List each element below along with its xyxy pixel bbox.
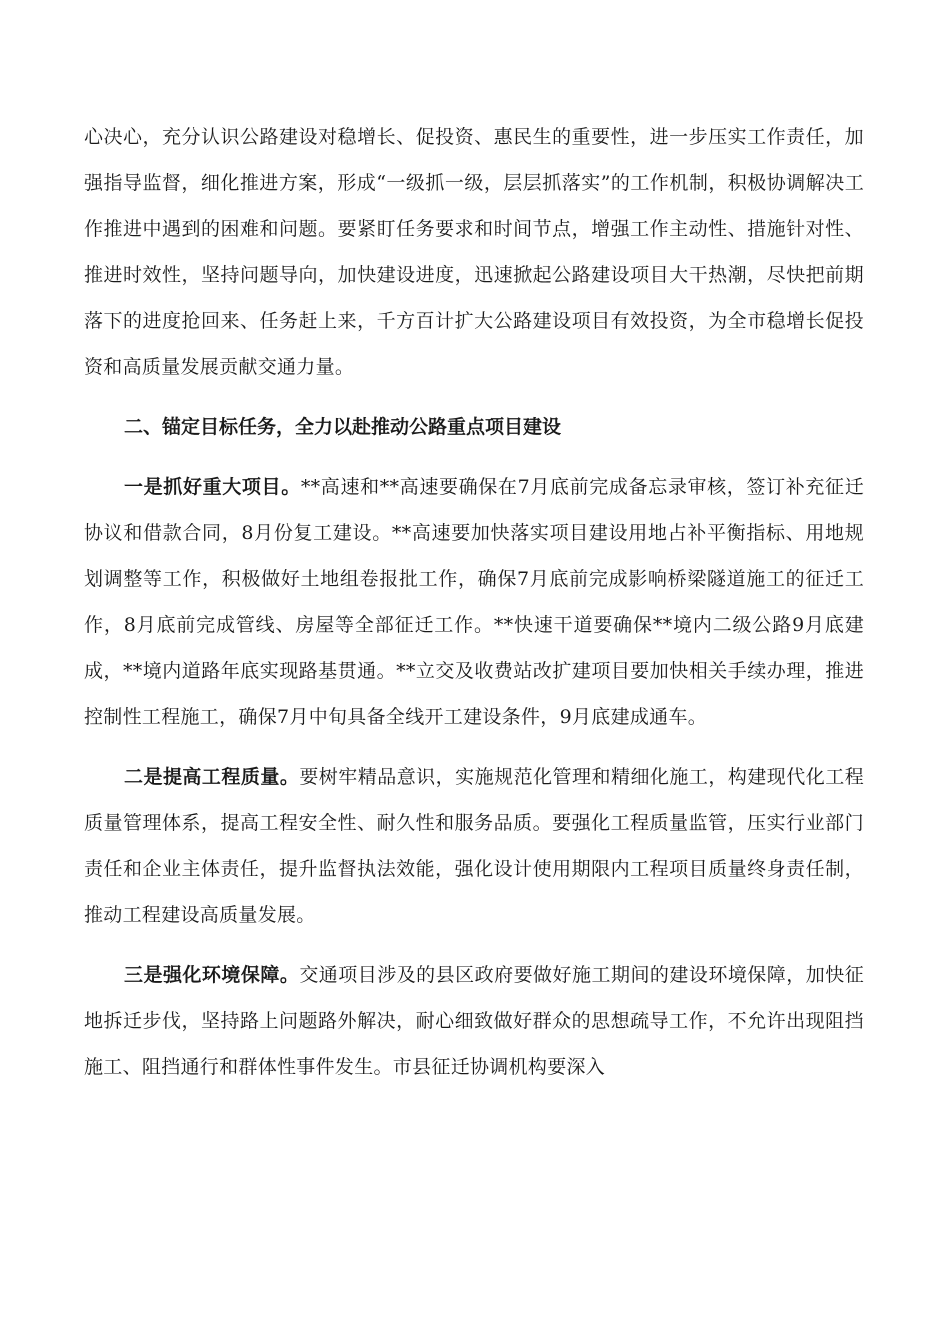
paragraph-text: 要树牢精品意识，实施规范化管理和精细化施工，构建现代化工程质量管理体系，提高工程安全性、耐久性和服务品质。要强化工程质量监管，压实行业部门责任和企业主体责任，提升监督执法效能，强化设计使用期限内工程项目质量终身责任制，推动工程建设高质量发展。	[84, 766, 865, 926]
paragraph-continuation	[84, 114, 864, 390]
paragraph-lead: 三是强化环境保障。	[124, 964, 300, 986]
paragraph-lead: 一是抓好重大项目。	[124, 476, 301, 498]
paragraph-text: 交通项目涉及的县区政府要做好施工期间的建设环境保障，加快征地拆迁步伐，坚持路上问题路外解决，耐心细致做好群众的思想疏导工作，不允许出现阻挡施工、阻挡通行和群体性事件发生。市县征迁协调机构要深入	[84, 964, 865, 1078]
section-heading: 二、锚定目标任务，全力以赴推动公路重点项目建设	[124, 416, 562, 438]
document-page	[84, 114, 864, 1104]
paragraph-text: **高速和**高速要确保在7月底前完成备忘录审核，签订补充征迁协议和借款合同，8月份复工建设。**高速要加快落实项目建设用地占补平衡指标、用地规划调整等工作，积极做好土地组卷报批工作，确保7月底前完成影响桥梁隧道施工的征迁工作，8月底前完成管线、房屋等全部征迁工作。**快速干道要确保**境内二级公路9月底建成，**境内道路年底实现路基贯通。**立交及收费站改扩建项目要加快相关手续办理，推进控制性工程施工，确保7月中旬具备全线开工建设条件，9月底建成通车。	[84, 476, 865, 728]
paragraph-item-3	[84, 952, 864, 1090]
paragraph-text: 心决心，充分认识公路建设对稳增长、促投资、惠民生的重要性，进一步压实工作责任，加强指导监督，细化推进方案，形成“一级抓一级，层层抓落实”的工作机制，积极协调解决工作推进中遇到的困难和问题。要紧盯任务要求和时间节点，增强工作主动性、措施针对性、推进时效性，坚持问题导向，加快建设进度，迅速掀起公路建设项目大干热潮，尽快把前期落下的进度抢回来、任务赶上来，千方百计扩大公路建设项目有效投资，为全市稳增长促投资和高质量发展贡献交通力量。	[84, 126, 864, 378]
paragraph-lead: 二是提高工程质量。	[124, 766, 300, 788]
paragraph-item-1	[84, 464, 864, 740]
paragraph-item-2	[84, 754, 864, 938]
